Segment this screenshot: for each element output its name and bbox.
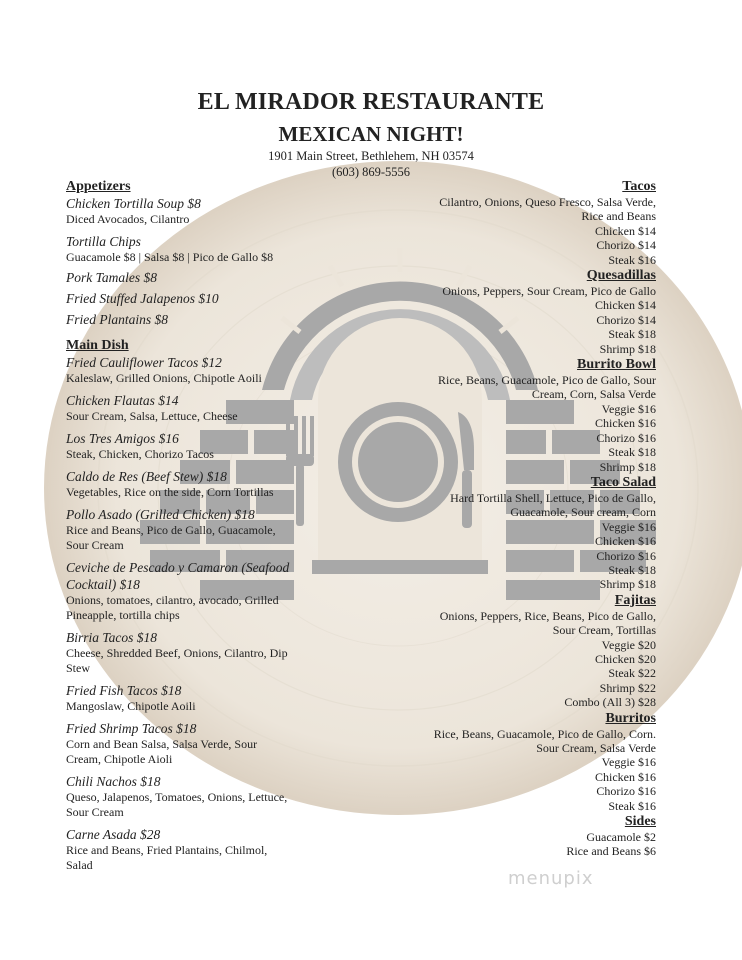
item-name: Carne Asada $28 — [66, 827, 161, 842]
item-name: Caldo de Res (Beef Stew) $18 — [66, 469, 227, 484]
menu-line: Hard Tortilla Shell, Lettuce, Pico de Gallo, — [450, 490, 656, 505]
menu-line: Sour Cream, Salsa Verde — [536, 741, 656, 755]
menu-line: Steak $16 — [608, 252, 656, 267]
item-name: Chicken Flautas $14 — [66, 393, 179, 408]
menu-line: Onions, Peppers, Sour Cream, Pico de Gallo — [442, 284, 656, 299]
item-name: Chicken Tortilla Soup $8 — [66, 196, 201, 211]
menu-item — [66, 269, 366, 286]
menu-line: Shrimp $22 — [599, 680, 656, 695]
section-heading: Fajitas — [614, 592, 656, 608]
menu-line: Chicken $16 — [595, 769, 656, 784]
restaurant-title: EL MIRADOR RESTAURANTE — [197, 89, 545, 115]
menu-line: Chicken $16 — [595, 534, 656, 549]
item-description: Cheese, Shredded Beef, Onions, Cilantro, Dip — [66, 646, 288, 660]
menu-line: Rice and Beans $6 — [566, 844, 656, 859]
menu-line: Guacamole, Sour cream, Corn — [510, 505, 656, 520]
left-menu-column — [66, 178, 366, 873]
menu-line: Chorizo $14 — [596, 312, 656, 327]
item-name: Birria Tacos $18 — [66, 630, 158, 645]
section-heading: Quesadillas — [586, 268, 656, 284]
menu-line: Chicken $14 — [595, 298, 656, 313]
phone-number: (603) 869-5556 — [331, 165, 411, 179]
item-description: Sour Cream, Salsa, Lettuce, Cheese — [66, 409, 238, 423]
item-name: Fried Shrimp Tacos $18 — [66, 721, 197, 736]
menu-line: Chicken $20 — [595, 651, 656, 666]
event-subtitle: MEXICAN NIGHT! — [278, 122, 464, 146]
menu-line: Sour Cream, Tortillas — [552, 623, 656, 638]
item-name: Fried Stuffed Jalapenos $10 — [66, 291, 219, 306]
menu-header — [0, 88, 742, 180]
menu-item — [66, 506, 366, 553]
section-heading: Main Dish — [66, 338, 129, 353]
menu-line: Chorizo $16 — [596, 430, 656, 445]
menu-line: Chorizo $16 — [596, 548, 656, 563]
item-name: Chili Nachos $18 — [66, 774, 161, 789]
item-name: Cocktail) $18 — [66, 577, 140, 592]
section-heading: Appetizers — [66, 179, 131, 194]
item-name: Los Tres Amigos $16 — [66, 431, 179, 446]
menu-line: Steak $22 — [608, 666, 656, 681]
menu-item — [66, 290, 366, 307]
menu-line: Chicken $16 — [595, 416, 656, 431]
menu-line: Guacamole $2 — [586, 830, 656, 845]
item-name: Fried Plantains $8 — [66, 312, 168, 327]
item-description: Sour Cream — [66, 538, 124, 552]
item-name: Pork Tamales $8 — [66, 270, 158, 285]
item-description: Mangoslaw, Chipotle Aoili — [66, 699, 196, 713]
menu-item — [66, 629, 366, 676]
menu-item — [66, 468, 366, 500]
item-description: Stew — [66, 661, 90, 675]
item-description: Sour Cream — [66, 805, 124, 819]
item-name: Fried Cauliflower Tacos $12 — [66, 355, 222, 370]
item-name: Fried Fish Tacos $18 — [66, 683, 182, 698]
menu-item — [66, 826, 366, 873]
right-menu-column — [356, 178, 656, 859]
item-name: Ceviche de Pescado y Camaron (Seafood — [66, 560, 290, 575]
menu-item — [66, 195, 366, 227]
menu-item — [66, 311, 366, 328]
section-heading: Burritos — [605, 710, 656, 726]
menu-item — [66, 559, 366, 623]
menu-item — [66, 682, 366, 714]
menu-line: Chorizo $16 — [596, 784, 656, 799]
menu-line: Shrimp $18 — [599, 577, 656, 592]
menu-item — [66, 720, 366, 767]
item-description: Vegetables, Rice on the side, Corn Tortillas — [66, 485, 274, 499]
menu-item — [66, 430, 366, 462]
address: 1901 Main Street, Bethlehem, NH 03574 — [268, 149, 474, 163]
menu-item — [66, 233, 366, 265]
item-description: Kaleslaw, Grilled Onions, Chipotle Aoili — [66, 371, 262, 385]
menu-line: Onions, Peppers, Rice, Beans, Pico de Gallo, — [439, 608, 656, 623]
section-heading: Tacos — [622, 179, 656, 194]
menu-line: Steak $18 — [608, 445, 656, 460]
item-description: Diced Avocados, Cilantro — [66, 212, 190, 226]
menu-line: Veggie $16 — [601, 755, 656, 770]
section-heading: Burrito Bowl — [577, 357, 656, 373]
menu-line: Veggie $16 — [601, 519, 656, 534]
menu-line: Shrimp $18 — [599, 341, 656, 356]
item-description: Salad — [66, 858, 93, 872]
item-description: Queso, Jalapenos, Tomatoes, Onions, Lettuce, — [66, 790, 288, 804]
item-description: Steak, Chicken, Chorizo Tacos — [66, 447, 214, 461]
menu-line: Chicken $14 — [595, 223, 656, 238]
item-description: Cream, Chipotle Aioli — [66, 752, 173, 766]
menu-item — [66, 392, 366, 424]
menu-line: Combo (All 3) $28 — [564, 695, 656, 710]
section-heading: Sides — [624, 814, 656, 830]
menu-line: Chorizo $14 — [596, 238, 656, 253]
menu-line: Veggie $20 — [601, 637, 656, 652]
menu-line: Rice and Beans — [581, 209, 656, 224]
menu-line: Steak $18 — [608, 327, 656, 342]
menupix-watermark: menupix — [508, 868, 594, 889]
item-description: Rice and Beans, Fried Plantains, Chilmol, — [66, 843, 268, 857]
item-description: Corn and Bean Salsa, Salsa Verde, Sour — [66, 737, 258, 751]
menu-line: Cilantro, Onions, Queso Fresco, Salsa Verde, — [439, 195, 656, 209]
menu-line: Steak $16 — [608, 798, 656, 813]
menu-line: Steak $18 — [608, 562, 656, 577]
item-description: Pineapple, tortilla chips — [66, 608, 180, 622]
menu-line: Veggie $16 — [601, 401, 656, 416]
menu-line: Cream, Corn, Salsa Verde — [531, 387, 656, 402]
menu-line: Rice, Beans, Guacamole, Pico de Gallo, Sour — [438, 373, 656, 388]
item-name: Tortilla Chips — [66, 234, 141, 249]
item-description: Onions, tomatoes, cilantro, avocado, Grilled — [66, 593, 279, 607]
menu-item — [66, 773, 366, 820]
menu-line: Shrimp $18 — [599, 459, 656, 474]
item-description: Guacamole $8 | Salsa $8 | Pico de Gallo $8 — [66, 250, 274, 264]
item-name: Pollo Asado (Grilled Chicken) $18 — [66, 507, 255, 522]
item-description: Rice and Beans, Pico de Gallo, Guacamole, — [66, 523, 276, 537]
menu-item — [66, 354, 366, 386]
section-heading: Taco Salad — [590, 474, 656, 490]
menu-line: Rice, Beans, Guacamole, Pico de Gallo, Corn. — [433, 726, 656, 741]
